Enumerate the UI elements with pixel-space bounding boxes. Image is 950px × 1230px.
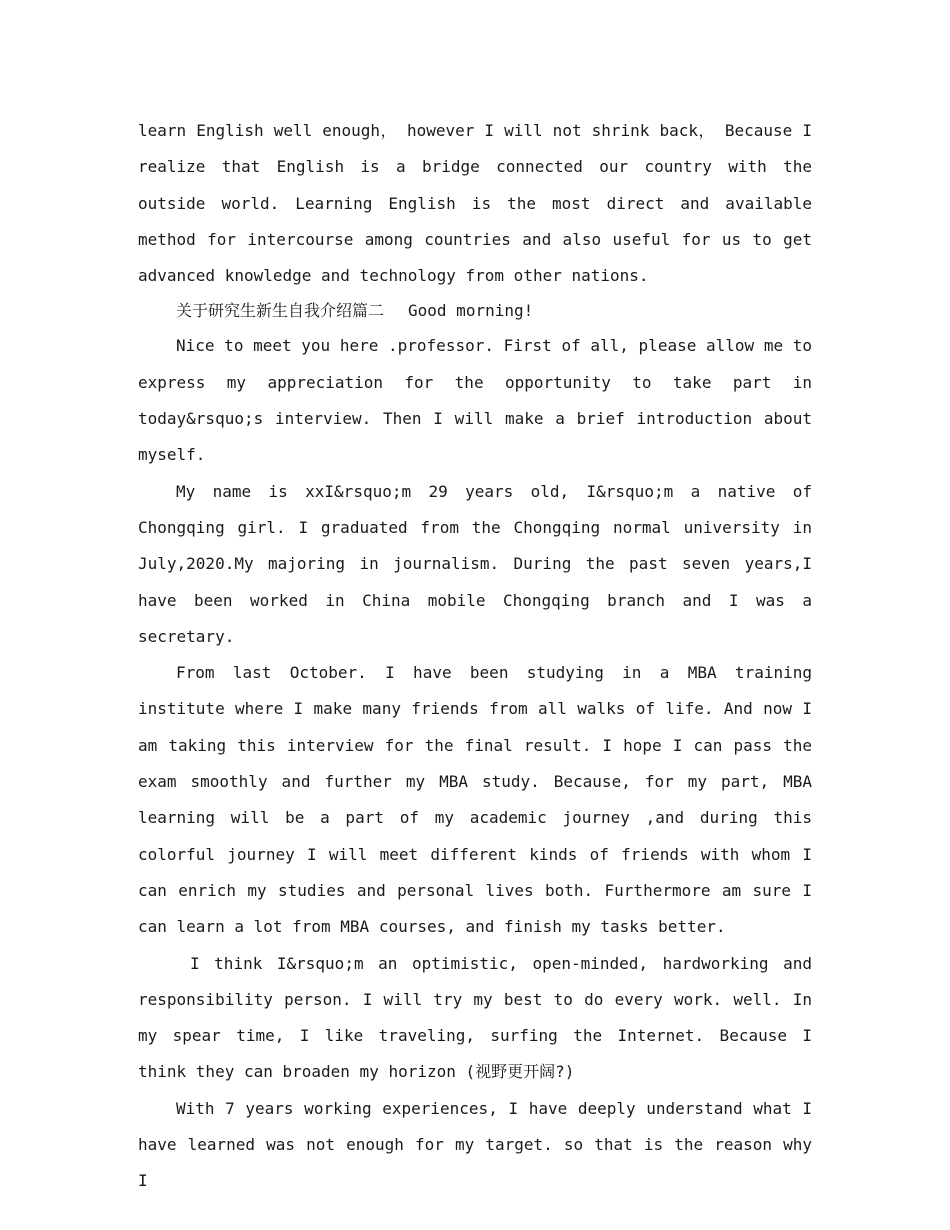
paragraph-mba-study: From last October. I have been studying in a MBA training institute where I make many friends from all walks of life. And now I am taking this interview for the final result. I hope I can pass the exam smoothly and further my MBA study. Because, for my part, MBA learning will be a part of my academic journey ,and during this colorful journey I will meet different kinds of friends with whom I can enrich my studies and personal lives both. Furthermore am sure I can learn a lot from MBA courses, and finish my tasks better. [138,663,812,937]
paragraph-introduction: Nice to meet you here .professor. First of all, please allow me to express my appreciation for the opportunity to take part in today&rsquo;s interview. Then I will make a brief introduction about myself. [138,336,812,465]
paragraph-experience: With 7 years working experiences, I have deeply understand what I have learned was not enough for my target. so that is the reason why I [138,1098,812,1191]
section-heading [138,294,812,328]
section-title: 关于研究生新生自我介绍篇二 [176,301,385,321]
greeting: Good morning! [408,301,534,321]
paragraph-english-bridge: learn English well enough， however I will not shrink back， Because I realize that English is a bridge connected our country with the outside world. Learning English is the most direct and available method for intercourse among countries and also useful for us to get advanced knowledge and technology from other nations. [138,121,812,286]
document-page [138,113,812,1200]
paragraph-background: My name is xxI&rsquo;m 29 years old, I&rsquo;m a native of Chongqing girl. I graduated from the Chongqing normal university in July,2020.My majoring in journalism. During the past seven years,I have been worked in China mobile Chongqing branch and I was a secretary. [138,481,812,646]
paragraph-personality: I think I&rsquo;m an optimistic, open-minded, hardworking and responsibility person. I will try my best to do every work. well. In my spear time, I like traveling, surfing the Internet. Because I think they can broaden my horizon (视野更开阔?) [138,953,812,1082]
